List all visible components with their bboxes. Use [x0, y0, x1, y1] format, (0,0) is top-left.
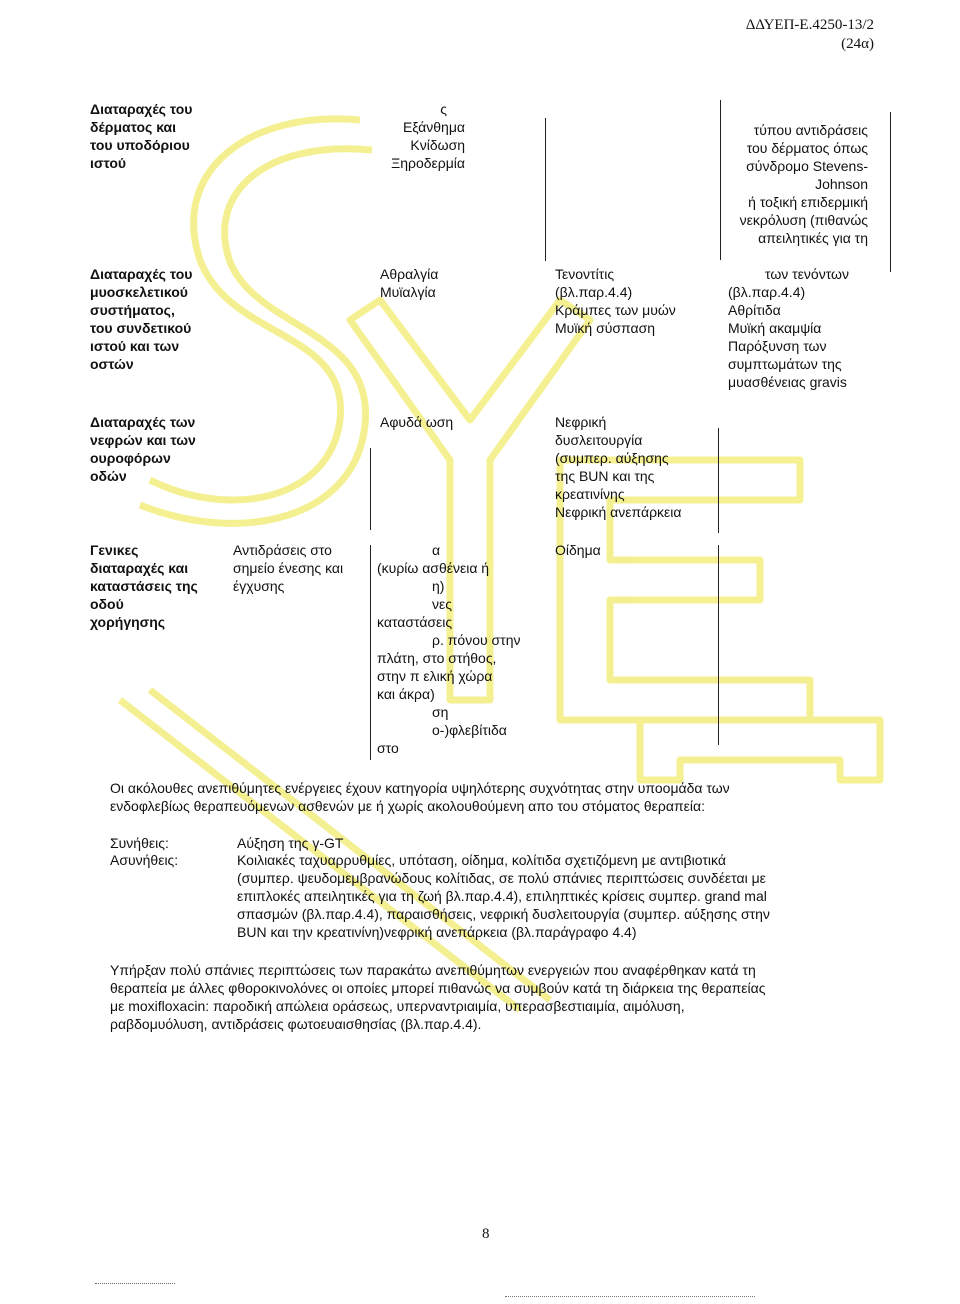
skin-col5: τύπου αντιδράσεις του δέρματος όπως σύνδρομο Stevens- Johnson ή τοξική επιδερμική νεκρόλυση (πιθανώς απειλητικές για τη — [739, 122, 868, 246]
header-block — [746, 16, 874, 54]
page-number: 8 — [482, 1226, 490, 1242]
column-rule — [545, 118, 546, 261]
musculoskeletal-col2: Αθραλγία Μυϊαλγία — [380, 266, 439, 300]
document-id: ΔΔΥΕΠ-Ε.4250-13/2 — [745, 17, 874, 33]
category-skin: Διαταραχές του δέρματος και του υποδόριου ιστού — [90, 101, 193, 171]
general-col1: Αντιδράσεις στο σημείο ένεσης και έγχυσης — [233, 542, 344, 594]
frequency-label: Ασυνήθεις: — [110, 852, 179, 868]
column-rule — [890, 112, 891, 272]
category-general: Γενικες διαταραχές και καταστάσεις της οδού χορήγησης — [90, 542, 198, 630]
skin-col2: ς Εξάνθημα Κνίδωση Ξηροδερμία — [391, 101, 465, 171]
column-rule — [718, 428, 719, 533]
column-rule — [370, 545, 371, 760]
frequency-label: Συνήθεις: — [110, 835, 169, 851]
frequency-text: Κοιλιακές ταχυαρρυθμίες, υπόταση, οίδημα, κολίτιδα σχετιζόμενη με αντιβιοτικά (συμπερ. ψευδομεμβρανώδους κολίτιδας, σε πολύ σπάνιες περιπτώσεις συνδέεται με επιπλοκές απειλητικές για τη ζωή βλ.παρ.4.4), επιληπτικές κρίσεις συμπερ. grand mal σπασμών (βλ.παρ.4.4), παραισθήσεις, νεφρική δυσλειτουργία (συμπερ. αύξησης στην BUN και την κρεατινίνη)νεφρική ανεπάρκεια (βλ.παράγραφο 4.4) — [237, 852, 770, 940]
page-reference: (24α) — [841, 36, 874, 52]
frequency-list — [110, 834, 870, 944]
musculoskeletal-col3: Τενοντίτις (βλ.παρ.4.4) Κράμπες των μυών Μυϊκή σύσπαση — [555, 266, 676, 336]
frequency-text: Αύξηση της γ-GT — [237, 835, 344, 851]
category-musculoskeletal: Διαταραχές του μυοσκελετικού συστήματος, του συνδετικού ιστού και των οστών — [90, 266, 193, 372]
category-renal: Διαταραχές των νεφρών και των ουροφόρων οδών — [90, 414, 196, 484]
column-rule — [720, 100, 721, 260]
intro-paragraph: Οι ακόλουθες ανεπιθύμητες ενέργειες έχουν κατηγορία υψηλότερης συχνότητας στην υποομάδα των ενδοφλεβίως θεραπευόμενων ασθενών με ή χωρίς ακολουθούμενη απο του στόματος θεραπεία: — [110, 780, 730, 814]
musculoskeletal-col5: των τενόντων (βλ.παρ.4.4) Αθρίτιδα Μυϊκή ακαμψία Παρόξυνση των συμπτωμάτων της μυασθένειας gravis — [728, 266, 849, 390]
scan-artifact — [95, 1283, 175, 1284]
column-rule — [370, 448, 371, 530]
scan-artifact — [505, 1296, 755, 1297]
general-col2: α (κυρίω ασθένεια ή η) νες καταστάσεις ρ. πόνου στην πλάτη, στο στήθος, στην π ελική χώρα και άκρα) ση ο-)φλεβίτιδα στο — [377, 542, 521, 756]
column-rule — [718, 545, 719, 745]
closing-paragraph: Υπήρξαν πολύ σπάνιες περιπτώσεις των παρακάτω ανεπιθύμητων ενεργειών που αναφέρθηκαν κατά τη θεραπεία με άλλες φθοροκινολόνες οι οποίες μπορεί πιθανώς να συμβούν κατά τη διάρκεια της θεραπείας με moxifloxacin: παροδική απώλεια οράσεως, υπερναντριαιμία, υπερασβεστιαιμία, αιμόλυση, ραβδομυόλυση, αντιδράσεις φωτοευαισθησίας (βλ.παρ.4.4). — [110, 962, 766, 1032]
renal-col2: Αφυδά ωση — [380, 414, 454, 430]
general-col3: Οίδημα — [555, 542, 601, 558]
renal-col3: Νεφρική δυσλειτουργία (συμπερ. αύξησης της BUN και της κρεατινίνης Νεφρική ανεπάρκεια — [555, 414, 682, 520]
